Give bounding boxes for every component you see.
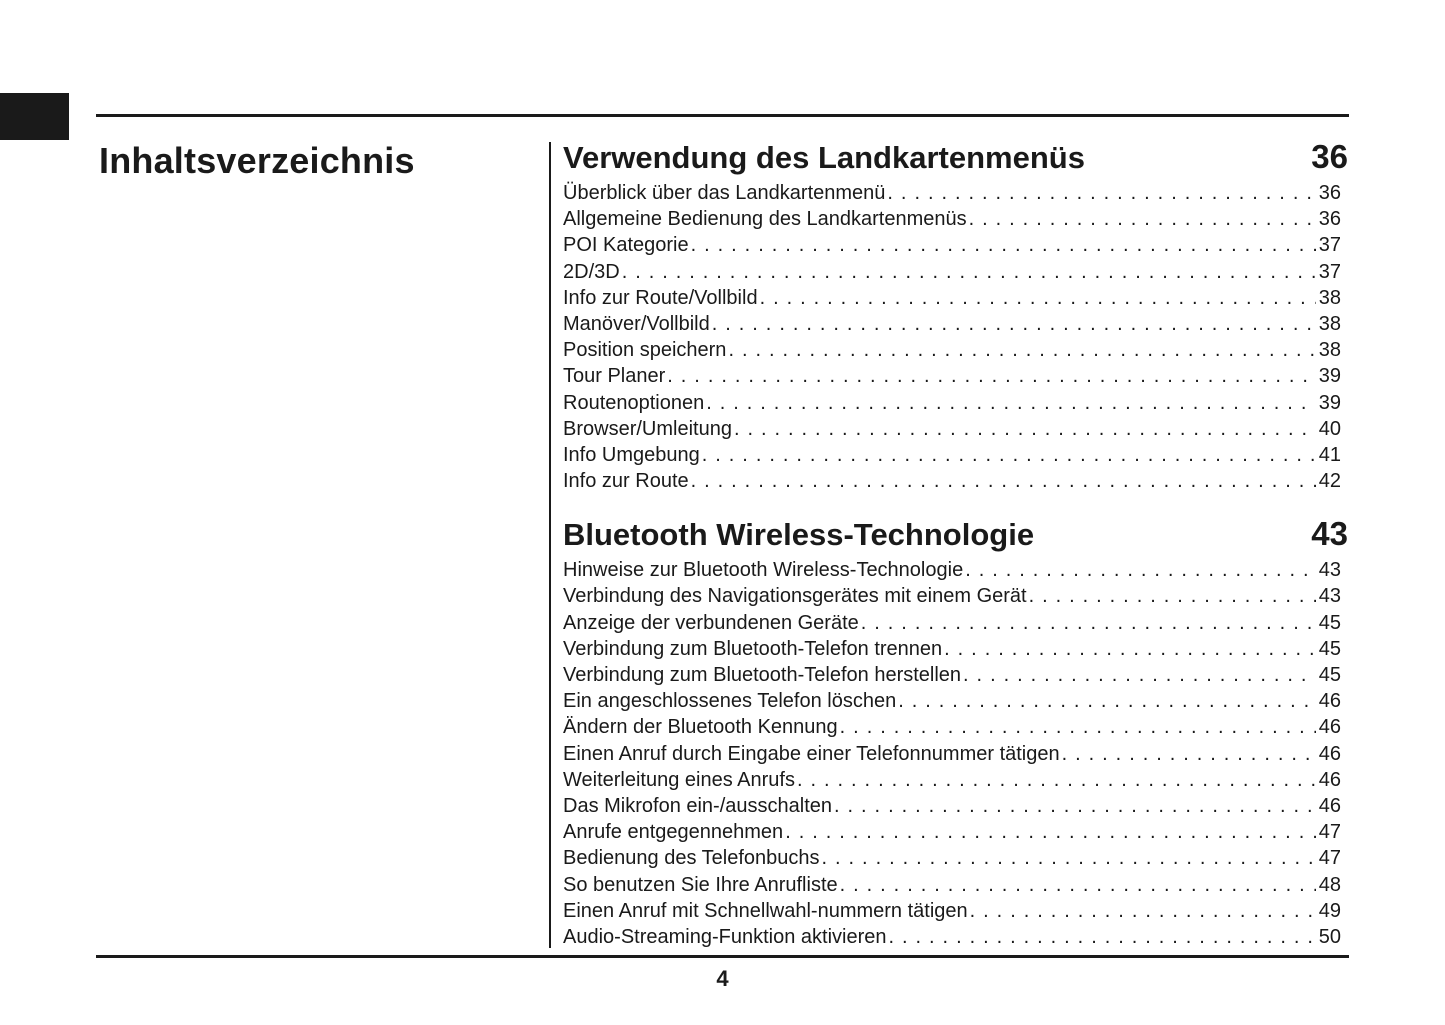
toc-entry-page: 37 [1318,260,1341,283]
toc-entry[interactable] [563,819,1341,845]
top-rule [96,114,1349,117]
toc-entry-page: 37 [1318,234,1341,257]
toc-entry-page: 41 [1318,443,1341,466]
page-number: 4 [716,966,729,991]
dot-leader [968,898,1316,924]
toc-entry[interactable] [563,688,1341,714]
toc-entry-page: 43 [1318,559,1341,582]
toc-entry-title: Anrufe entgegennehmen [563,821,784,844]
dot-leader [726,337,1315,363]
toc-entry-page: 49 [1318,899,1341,922]
section-heading[interactable] [563,137,1348,177]
toc-section-landkartenmenue [563,137,1348,494]
dot-leader [963,557,1316,583]
section-heading-page: 36 [1311,138,1348,175]
dot-leader [700,442,1316,468]
toc-entry-page: 46 [1318,716,1341,739]
toc-entry-title: POI Kategorie [563,234,689,257]
toc-entry-title: Manöver/Vollbild [563,312,710,335]
section-heading-page: 43 [1311,515,1348,553]
dot-leader [1060,741,1316,767]
toc-entry[interactable] [563,232,1341,258]
toc-entry-title: Verbindung des Navigationsgerätes mit einem Gerät [563,585,1027,608]
dot-leader [838,872,1316,898]
toc-entry-title: Anzeige der verbundenen Geräte [563,611,859,634]
section-heading-title: Verwendung des Landkartenmenüs [563,140,1085,175]
toc-entry-title: Hinweise zur Bluetooth Wireless-Technologie [563,559,964,582]
dot-leader [887,924,1316,950]
toc-entry-title: Weiterleitung eines Anrufs [563,768,795,791]
toc-entry[interactable] [563,924,1341,950]
dot-leader [704,390,1316,416]
toc-entry-page: 40 [1318,417,1341,440]
toc-entry-page: 36 [1318,208,1341,231]
toc-entry-list [563,557,1348,950]
column-divider [549,142,551,948]
toc-entry-page: 39 [1318,391,1341,414]
toc-entry-page: 46 [1318,794,1341,817]
toc-entry[interactable] [563,180,1341,206]
dot-leader [665,363,1315,389]
toc-entry-title: Ändern der Bluetooth Kennung [563,716,838,739]
toc-entry-page: 43 [1318,585,1341,608]
toc-entry-title: Einen Anruf mit Schnellwahl-nummern tätigen [563,899,968,922]
toc-entry-title: Position speichern [563,339,727,362]
page-title: Inhaltsverzeichnis [99,140,415,181]
toc-entry-page: 45 [1318,637,1341,660]
toc-entry[interactable] [563,557,1341,583]
toc-entry[interactable] [563,741,1341,767]
bottom-rule [96,955,1349,958]
dot-leader [885,180,1315,206]
toc-entry[interactable] [563,468,1341,494]
dot-leader [710,311,1316,337]
toc-entry-page: 45 [1318,611,1341,634]
toc-entry-page: 47 [1318,821,1341,844]
toc-entry[interactable] [563,610,1341,636]
dot-leader [689,468,1316,494]
toc-entry-title: 2D/3D [563,260,620,283]
toc-entry-title: Info zur Route/Vollbild [563,286,758,309]
dot-leader [795,767,1316,793]
toc-entry-title: Ein angeschlossenes Telefon löschen [563,690,897,713]
toc-entry-page: 46 [1318,742,1341,765]
toc-entry[interactable] [563,363,1341,389]
dot-leader [859,610,1316,636]
table-of-contents [563,137,1348,950]
toc-entry-page: 47 [1318,847,1341,870]
toc-entry[interactable] [563,337,1341,363]
dot-leader [1027,583,1316,609]
dot-leader [620,259,1316,285]
toc-entry-title: Audio-Streaming-Funktion aktivieren [563,925,887,948]
toc-entry-page: 50 [1318,925,1341,948]
dot-leader [838,714,1316,740]
toc-entry[interactable] [563,416,1341,442]
dot-leader [967,206,1316,232]
toc-entry[interactable] [563,898,1341,924]
toc-entry[interactable] [563,636,1341,662]
toc-entry[interactable] [563,767,1341,793]
toc-entry-page: 38 [1318,312,1341,335]
toc-entry-title: Info Umgebung [563,443,700,466]
toc-section-bluetooth [563,514,1348,950]
toc-entry[interactable] [563,845,1341,871]
dot-leader [896,688,1316,714]
toc-entry-page: 38 [1318,286,1341,309]
dot-leader [783,819,1316,845]
toc-entry-title: Verbindung zum Bluetooth-Telefon herstellen [563,664,962,686]
toc-entry-title: Einen Anruf durch Eingabe einer Telefonnummer tätigen [563,742,1060,765]
toc-entry[interactable] [563,390,1341,416]
toc-entry-page: 46 [1318,690,1341,713]
toc-entry-page: 45 [1318,664,1341,686]
toc-entry-list [563,180,1348,494]
toc-entry-title: Verbindung zum Bluetooth-Telefon trennen [563,637,943,660]
toc-entry-title: Tour Planer [563,365,666,388]
toc-entry-title: Überblick über das Landkartenmenü [563,182,886,204]
toc-entry-page: 36 [1318,182,1341,204]
section-heading[interactable] [563,514,1348,554]
dot-leader [820,845,1316,871]
dot-leader [689,232,1316,258]
toc-entry-page: 39 [1318,365,1341,388]
toc-entry[interactable] [563,872,1341,898]
toc-entry-title: Das Mikrofon ein-/ausschalten [563,794,833,817]
toc-entry[interactable] [563,206,1341,232]
toc-entry[interactable] [563,793,1341,819]
toc-entry[interactable] [563,259,1341,285]
dot-leader [942,636,1316,662]
toc-entry[interactable] [563,583,1341,609]
toc-entry-title: Browser/Umleitung [563,417,732,440]
toc-entry[interactable] [563,285,1341,311]
toc-entry-page: 42 [1318,470,1341,493]
toc-entry-page: 46 [1318,768,1341,791]
chapter-tab-marker [0,93,69,140]
dot-leader [832,793,1316,819]
toc-entry-title: Routenoptionen [563,391,705,414]
toc-entry-page: 38 [1318,339,1341,362]
toc-entry-title: So benutzen Sie Ihre Anrufliste [563,873,838,896]
dot-leader [732,416,1316,442]
toc-entry[interactable] [563,714,1341,740]
toc-entry-title: Info zur Route [563,470,689,493]
toc-entry[interactable] [563,662,1341,688]
toc-entry[interactable] [563,442,1341,468]
section-heading-title: Bluetooth Wireless-Technologie [563,517,1035,553]
toc-entry-title: Allgemeine Bedienung des Landkartenmenüs [563,208,967,231]
dot-leader [758,285,1316,311]
dot-leader [961,662,1316,688]
toc-entry[interactable] [563,311,1341,337]
toc-entry-page: 48 [1318,873,1341,896]
toc-entry-title: Bedienung des Telefonbuchs [563,847,820,870]
